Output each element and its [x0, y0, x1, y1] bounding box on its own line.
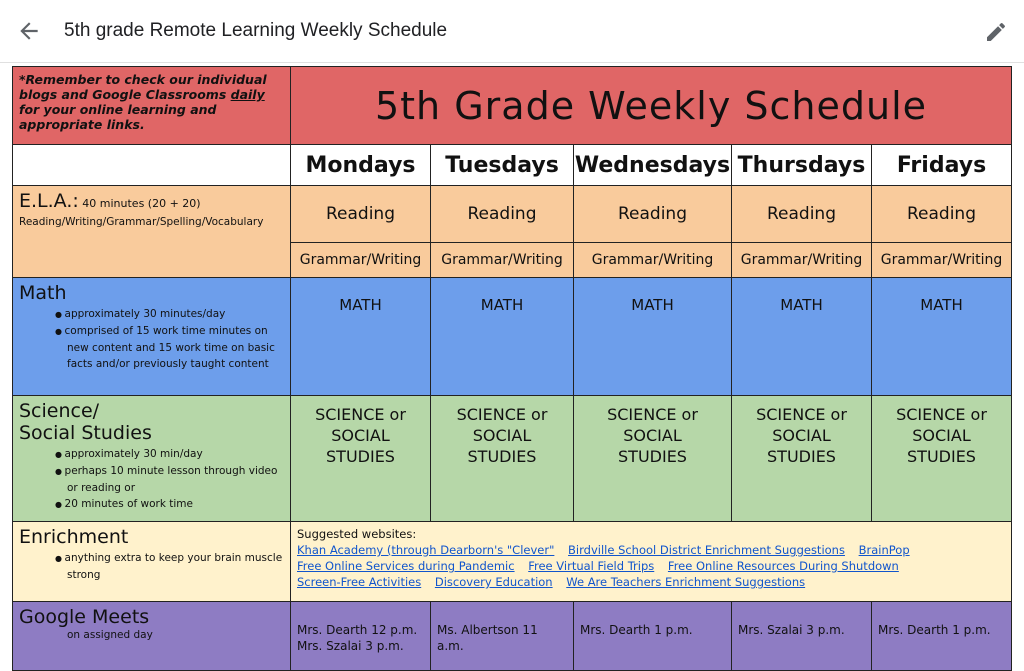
science-bullet: ● approximately 30 min/day — [19, 446, 284, 463]
enrichment-bullets — [19, 550, 284, 583]
science-bullet: ● 20 minutes of work time — [19, 496, 284, 513]
science-line: SCIENCE or — [607, 405, 698, 424]
math-tuesday: MATH — [430, 277, 574, 396]
meet-monday-line1: Mrs. Dearth 12 p.m. — [297, 623, 418, 637]
link-brainpop[interactable]: BrainPop — [858, 543, 910, 557]
science-line: SOCIAL — [772, 426, 831, 445]
ela-reading-wednesday: Reading — [573, 185, 732, 243]
science-line: SOCIAL — [623, 426, 682, 445]
math-title: Math — [19, 282, 67, 304]
meet-friday: Mrs. Dearth 1 p.m. — [871, 601, 1012, 671]
day-header-wednesday: Wednesdays — [573, 144, 732, 186]
link-discovery-education[interactable]: Discovery Education — [434, 575, 553, 589]
document-title: 5th grade Remote Learning Weekly Schedule — [64, 20, 448, 41]
top-app-bar — [0, 0, 1024, 63]
reminder-note — [12, 66, 291, 145]
ela-reading-tuesday: Reading — [430, 185, 574, 243]
ela-time: 40 minutes (20 + 20) — [78, 197, 201, 210]
science-line: SOCIAL — [331, 426, 390, 445]
ela-grammar-friday: Grammar/Writing — [871, 242, 1012, 278]
enrichment-links — [290, 521, 1012, 602]
social-studies-title: Social Studies — [19, 422, 152, 444]
day-header-friday: Fridays — [871, 144, 1012, 186]
link-free-online-resources[interactable]: Free Online Resources During Shutdown — [667, 559, 899, 573]
science-label — [12, 395, 291, 522]
pencil-edit-icon[interactable] — [984, 20, 1008, 44]
meet-monday-line2: Mrs. Szalai 3 p.m. — [297, 639, 404, 653]
ela-reading-monday: Reading — [290, 185, 431, 243]
ela-title: E.L.A.: — [19, 190, 79, 212]
science-bullets — [19, 446, 284, 513]
ela-grammar-wednesday: Grammar/Writing — [573, 242, 732, 278]
enrichment-label — [12, 521, 291, 602]
links-line-3 — [297, 574, 1005, 590]
science-line: SCIENCE or — [896, 405, 987, 424]
ela-grammar-monday: Grammar/Writing — [290, 242, 431, 278]
corner-cell — [12, 144, 291, 186]
math-friday: MATH — [871, 277, 1012, 396]
back-arrow-icon[interactable] — [16, 18, 42, 44]
day-header-monday: Mondays — [290, 144, 431, 186]
science-line: SOCIAL — [912, 426, 971, 445]
links-line-1 — [297, 542, 1005, 558]
science-line: STUDIES — [326, 447, 395, 466]
science-line: STUDIES — [467, 447, 537, 466]
link-screen-free-activities[interactable]: Screen-Free Activities — [297, 575, 422, 589]
enrichment-bullet: ● anything extra to keep your brain muscle strong — [19, 550, 284, 583]
meet-thursday: Mrs. Szalai 3 p.m. — [731, 601, 872, 671]
math-bullets — [19, 306, 284, 372]
science-line: STUDIES — [618, 447, 687, 466]
ela-title-line — [19, 190, 284, 215]
link-we-are-teachers[interactable]: We Are Teachers Enrichment Suggestions — [566, 575, 806, 589]
meet-wednesday: Mrs. Dearth 1 p.m. — [573, 601, 732, 671]
science-line: SCIENCE or — [315, 405, 406, 424]
suggested-websites-label: Suggested websites: — [297, 527, 417, 541]
science-monday — [290, 395, 431, 522]
ela-grammar-thursday: Grammar/Writing — [731, 242, 872, 278]
math-bullet: ● comprised of 15 work time minutes on new content and 15 work time on basic facts and/or previously taught content — [19, 323, 284, 372]
science-line: SOCIAL — [472, 426, 532, 445]
schedule-title: 5th Grade Weekly Schedule — [290, 66, 1012, 145]
math-thursday: MATH — [731, 277, 872, 396]
link-khan-academy[interactable]: Khan Academy (through Dearborn's "Clever" — [297, 543, 555, 557]
science-line: SCIENCE or — [456, 405, 548, 424]
day-header-tuesday: Tuesdays — [430, 144, 574, 186]
ela-grammar-tuesday: Grammar/Writing — [430, 242, 574, 278]
google-meets-title: Google Meets — [19, 606, 150, 628]
link-free-virtual-field-trips[interactable]: Free Virtual Field Trips — [528, 559, 655, 573]
enrichment-title: Enrichment — [19, 526, 129, 548]
day-header-thursday: Thursdays — [731, 144, 872, 186]
ela-subtitle: Reading/Writing/Grammar/Spelling/Vocabulary — [19, 216, 264, 228]
google-meets-subtitle: on assigned day — [67, 629, 153, 641]
science-line: STUDIES — [767, 447, 836, 466]
math-bullet: ● approximately 30 minutes/day — [19, 306, 284, 323]
science-line: SCIENCE or — [756, 405, 847, 424]
science-thursday — [731, 395, 872, 522]
science-line: STUDIES — [907, 447, 976, 466]
meet-tuesday: Ms. Albertson 11 a.m. — [430, 601, 574, 671]
ela-label — [12, 185, 291, 278]
ela-reading-thursday: Reading — [731, 185, 872, 243]
science-tuesday — [430, 395, 574, 522]
science-wednesday — [573, 395, 732, 522]
link-birdville-enrichment[interactable]: Birdville School District Enrichment Suggestions — [568, 543, 845, 557]
science-friday — [871, 395, 1012, 522]
reminder-text-end: for your online learning and appropriate links. — [19, 102, 217, 132]
reminder-daily: daily — [230, 87, 265, 102]
ela-reading-friday: Reading — [871, 185, 1012, 243]
math-monday: MATH — [290, 277, 431, 396]
reminder-text: *Remember to check our individual blogs and Google Classrooms — [19, 72, 267, 102]
math-wednesday: MATH — [573, 277, 732, 396]
science-title: Science/ — [19, 400, 100, 422]
links-line-2 — [297, 558, 1005, 574]
link-free-online-services[interactable]: Free Online Services during Pandemic — [297, 559, 515, 573]
schedule-table — [12, 66, 1012, 666]
science-bullet: ● perhaps 10 minute lesson through video or reading or — [19, 463, 284, 496]
math-label — [12, 277, 291, 396]
